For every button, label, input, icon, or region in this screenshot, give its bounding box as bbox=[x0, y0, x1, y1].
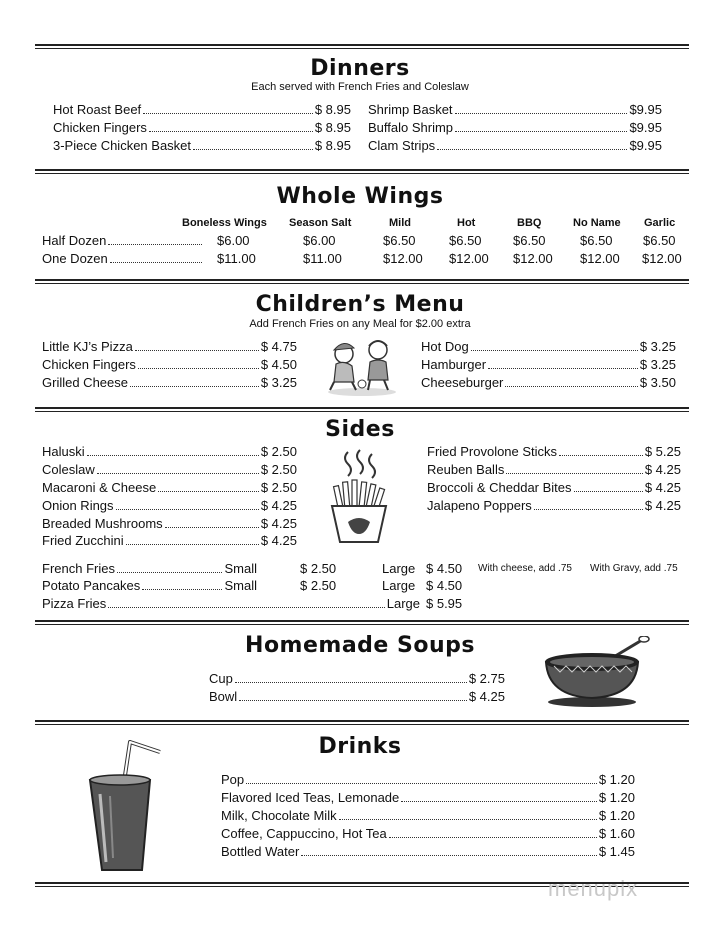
watermark: menupix bbox=[548, 876, 639, 901]
section-divider bbox=[35, 620, 689, 625]
soups-title: Homemade Soups bbox=[245, 633, 475, 658]
children-subtitle: Add French Fries on any Meal for $2.00 extra bbox=[249, 318, 471, 330]
menu-item: Chicken Fingers $ 4.50 bbox=[42, 357, 297, 372]
menu-item: Haluski $ 2.50 bbox=[42, 444, 297, 459]
menu-item: Bowl $ 4.25 bbox=[209, 689, 505, 704]
menu-item: Breaded Mushrooms $ 4.25 bbox=[42, 516, 297, 531]
sides-title: Sides bbox=[325, 417, 395, 442]
wings-price: $6.50 bbox=[449, 233, 482, 248]
wings-price: $11.00 bbox=[303, 251, 342, 266]
cheese-note: With cheese, add .75 bbox=[478, 563, 572, 574]
children-title: Children’s Menu bbox=[255, 292, 465, 317]
section-divider bbox=[35, 407, 689, 412]
french-fries-icon bbox=[326, 448, 392, 546]
sized-small-price: $ 2.50 bbox=[300, 561, 337, 576]
sized-item-name: Pizza Fries Large bbox=[42, 596, 420, 611]
wings-price: $12.00 bbox=[580, 251, 620, 266]
menu-item: Bottled Water $ 1.45 bbox=[221, 844, 635, 859]
section-divider bbox=[35, 279, 689, 284]
sized-item-name: French Fries Small bbox=[42, 561, 257, 576]
wings-price: $12.00 bbox=[642, 251, 682, 266]
menu-item: Milk, Chocolate Milk $ 1.20 bbox=[221, 808, 635, 823]
drink-cup-icon bbox=[80, 738, 170, 874]
menu-item: Fried Provolone Sticks $ 5.25 bbox=[427, 444, 681, 459]
wings-col-header: Mild bbox=[389, 217, 411, 229]
menu-item: Chicken Fingers $ 8.95 bbox=[53, 120, 351, 135]
menu-item: Pop $ 1.20 bbox=[221, 772, 635, 787]
wings-price: $6.00 bbox=[217, 233, 250, 248]
dinners-subtitle: Each served with French Fries and Coleslaw bbox=[251, 81, 469, 93]
wings-price: $6.50 bbox=[513, 233, 546, 248]
soup-bowl-icon bbox=[540, 636, 650, 708]
menu-item: Coleslaw $ 2.50 bbox=[42, 462, 297, 477]
menu-item: Onion Rings $ 4.25 bbox=[42, 498, 297, 513]
section-divider bbox=[35, 169, 689, 174]
wings-col-header: Boneless Wings bbox=[182, 217, 267, 229]
gravy-note: With Gravy, add .75 bbox=[590, 563, 678, 574]
wings-price: $12.00 bbox=[513, 251, 553, 266]
sized-item-name: Potato Pancakes Small bbox=[42, 578, 257, 593]
menu-item: Jalapeno Poppers $ 4.25 bbox=[427, 498, 681, 513]
sized-large-price: $ 4.50 bbox=[426, 561, 463, 576]
sized-large-price: $ 4.50 bbox=[426, 578, 463, 593]
wings-row-label: Half Dozen bbox=[42, 232, 204, 249]
wings-price: $6.00 bbox=[303, 233, 336, 248]
kids-playing-icon bbox=[322, 336, 400, 398]
menu-item: Grilled Cheese $ 3.25 bbox=[42, 375, 297, 390]
wings-price: $6.50 bbox=[580, 233, 613, 248]
menu-item: Buffalo Shrimp $9.95 bbox=[368, 120, 662, 135]
drinks-title: Drinks bbox=[318, 734, 402, 759]
wings-col-header: BBQ bbox=[517, 217, 542, 229]
wings-price: $11.00 bbox=[217, 251, 256, 266]
wings-title: Whole Wings bbox=[276, 184, 444, 209]
sized-small-price: $ 2.50 bbox=[300, 578, 337, 593]
wings-col-header: Season Salt bbox=[289, 217, 352, 229]
menu-item: Hot Dog $ 3.25 bbox=[421, 339, 676, 354]
menu-item: Flavored Iced Teas, Lemonade $ 1.20 bbox=[221, 790, 635, 805]
section-divider bbox=[35, 720, 689, 725]
menu-item: 3-Piece Chicken Basket $ 8.95 bbox=[53, 138, 351, 153]
menu-item: Cup $ 2.75 bbox=[209, 671, 505, 686]
wings-col-header: Hot bbox=[457, 217, 476, 229]
wings-col-header: Garlic bbox=[644, 217, 676, 229]
wings-price: $12.00 bbox=[449, 251, 489, 266]
menu-item: Macaroni & Cheese $ 2.50 bbox=[42, 480, 297, 495]
menu-item: Reuben Balls $ 4.25 bbox=[427, 462, 681, 477]
menu-item: Hot Roast Beef $ 8.95 bbox=[53, 102, 351, 117]
sized-large-label: Large bbox=[382, 561, 416, 576]
sized-large-price: $ 5.95 bbox=[426, 596, 463, 611]
menu-item: Little KJ’s Pizza $ 4.75 bbox=[42, 339, 297, 354]
wings-col-header: No Name bbox=[573, 217, 621, 229]
menu-item: Coffee, Cappuccino, Hot Tea $ 1.60 bbox=[221, 826, 635, 841]
menu-item: Clam Strips $9.95 bbox=[368, 138, 662, 153]
menu-item: Fried Zucchini $ 4.25 bbox=[42, 533, 297, 548]
menu-item: Shrimp Basket $9.95 bbox=[368, 102, 662, 117]
sized-large-label: Large bbox=[382, 578, 416, 593]
wings-price: $6.50 bbox=[643, 233, 676, 248]
menu-item: Broccoli & Cheddar Bites $ 4.25 bbox=[427, 480, 681, 495]
menu-item: Hamburger $ 3.25 bbox=[421, 357, 676, 372]
wings-row-label: One Dozen bbox=[42, 250, 204, 267]
menu-item: Cheeseburger $ 3.50 bbox=[421, 375, 676, 390]
wings-price: $12.00 bbox=[383, 251, 423, 266]
wings-price: $6.50 bbox=[383, 233, 416, 248]
section-divider bbox=[35, 44, 689, 49]
dinners-title: Dinners bbox=[310, 56, 410, 81]
